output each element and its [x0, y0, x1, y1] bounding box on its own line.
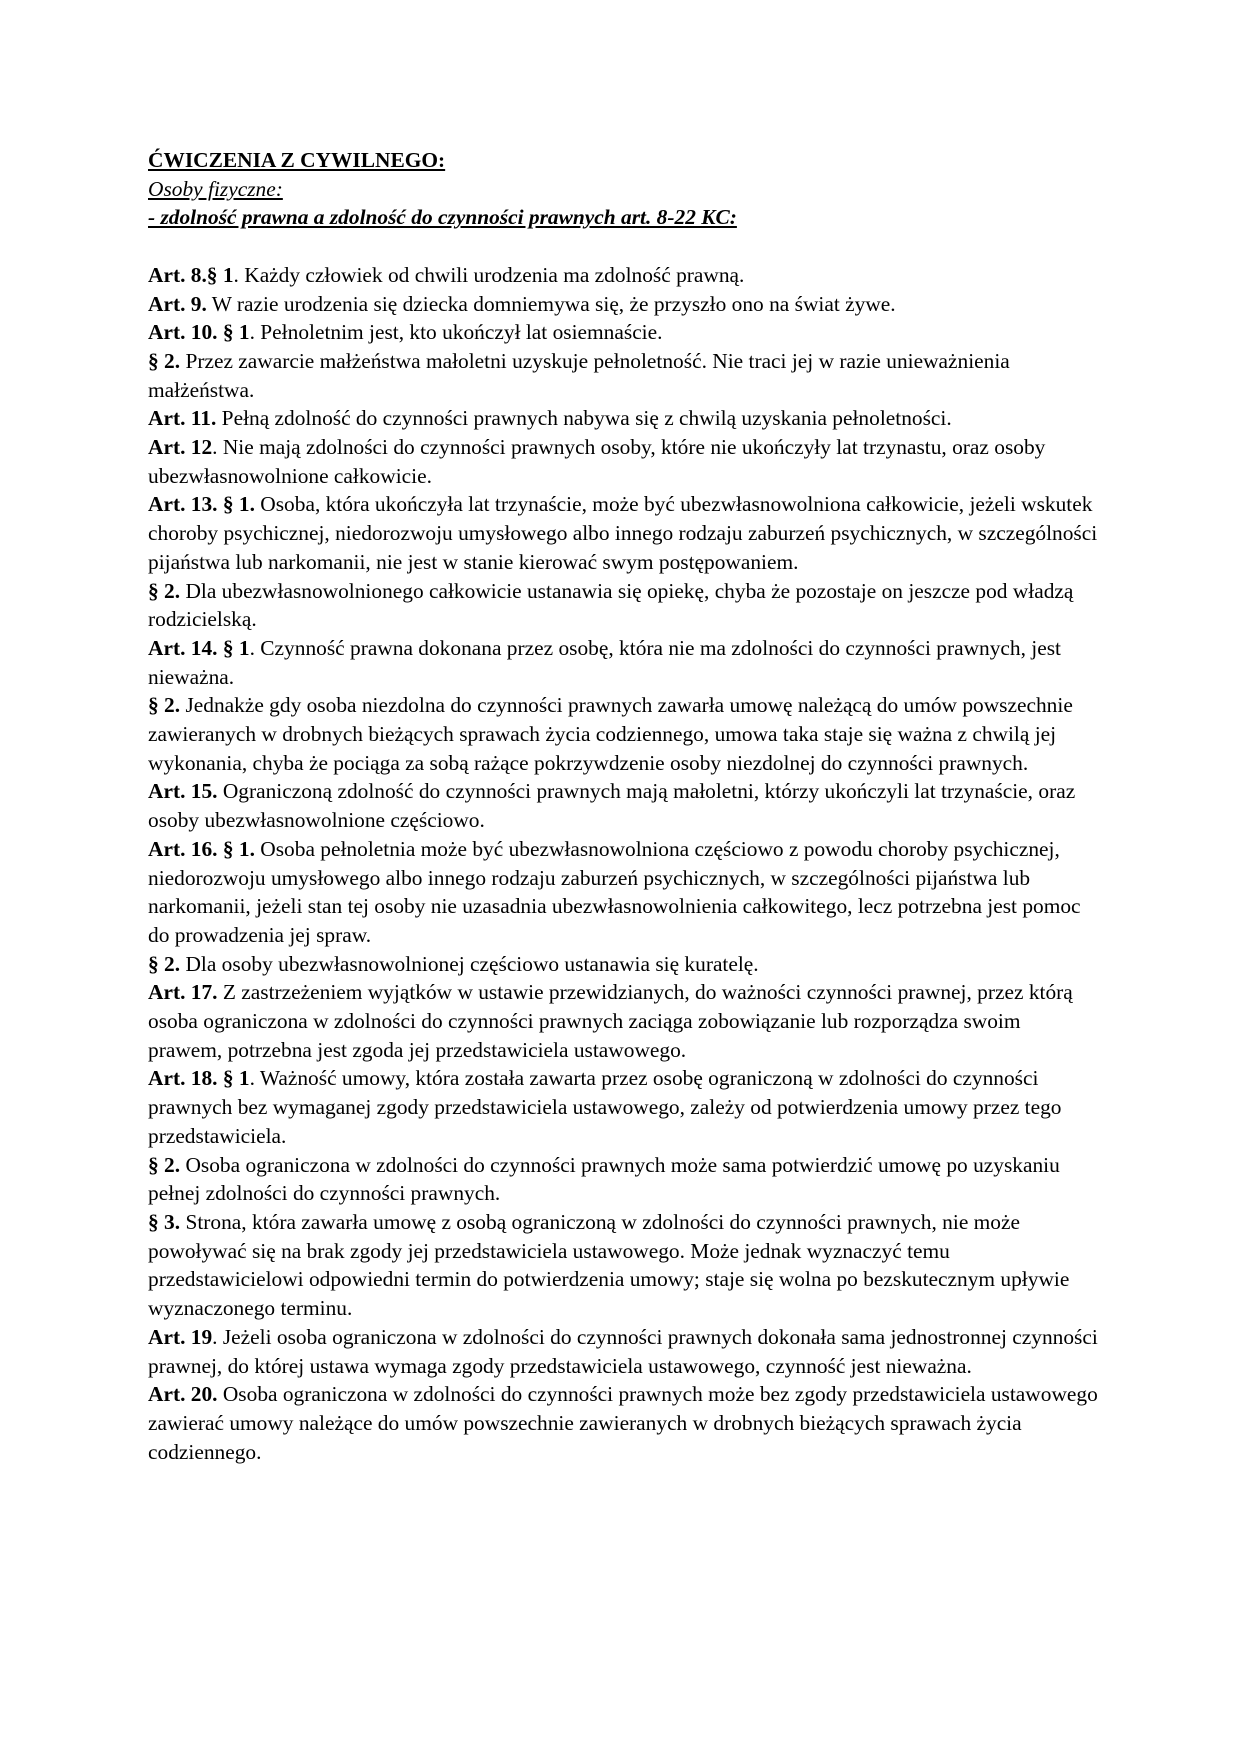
article-paragraph	[148, 577, 1098, 634]
article-paragraph	[148, 978, 1098, 1064]
article-paragraph	[148, 433, 1098, 490]
article-label: Art. 16. § 1.	[148, 836, 255, 861]
article-text: Osoba, która ukończyła lat trzynaście, może być ubezwłasnowolniona całkowicie, jeżeli wskutek choroby psychicznej, niedorozwoju umysłowego albo innego rodzaju zaburzeń psychicznych, w szczególności pijaństwa lub narkomanii, nie jest w stanie kierować swym postępowaniem.	[148, 492, 1098, 574]
article-text: . Ważność umowy, która została zawarta przez osobę ograniczoną w zdolności do czynności prawnych bez wymaganej zgody przedstawiciela ustawowego, zależy od potwierdzenia umowy przez tego przedstawiciela.	[148, 1066, 1062, 1148]
article-paragraph	[148, 835, 1098, 950]
document-subtitle: Osoby fizyczne:	[148, 176, 283, 201]
article-text: Osoba ograniczona w zdolności do czynności prawnych może sama potwierdzić umowę po uzyskaniu pełnej zdolności do czynności prawnych.	[148, 1152, 1060, 1206]
document-page	[148, 146, 1098, 1466]
article-label: Art. 17.	[148, 980, 218, 1005]
article-label: § 2.	[148, 578, 181, 603]
article-text: . Pełnoletnim jest, kto ukończył lat osiemnaście.	[249, 320, 663, 345]
article-text: Dla osoby ubezwłasnowolnionej częściowo ustanawia się kuratelę.	[180, 951, 759, 976]
document-topic: - zdolność prawna a zdolność do czynności prawnych art. 8-22 KC:	[148, 205, 737, 230]
article-paragraph	[148, 318, 1098, 347]
article-paragraph	[148, 950, 1098, 979]
article-paragraph	[148, 1151, 1098, 1208]
article-text: Przez zawarcie małżeństwa małoletni uzyskuje pełnoletność. Nie traci jej w razie unieważnienia małżeństwa.	[148, 348, 1010, 402]
article-text: Pełną zdolność do czynności prawnych nabywa się z chwilą uzyskania pełnoletności.	[216, 406, 952, 431]
article-label: Art. 12	[148, 435, 213, 460]
article-text: . Jeżeli osoba ograniczona w zdolności do czynności prawnych dokonała sama jednostronnej czynności prawnej, do której ustawa wymaga zgody przedstawiciela ustawowego, czynność jest nieważna.	[148, 1324, 1098, 1378]
article-paragraph	[148, 290, 1098, 319]
article-label: Art. 13. § 1.	[148, 492, 255, 517]
article-label: § 2.	[148, 693, 181, 718]
article-label: § 2.	[148, 348, 181, 373]
article-label: § 2.	[148, 1152, 181, 1177]
document-title: ĆWICZENIA Z CYWILNEGO:	[148, 148, 446, 172]
article-text: . Czynność prawna dokonana przez osobę, która nie ma zdolności do czynności prawnych, jest nieważna.	[148, 635, 1061, 689]
article-text: Jednakże gdy osoba niezdolna do czynności prawnych zawarła umowę należącą do umów powszechnie zawieranych w drobnych bieżących sprawach życia codziennego, umowa taka staje się ważna z chwilą jej wykonania, chyba że pociąga za sobą rażące pokrzywdzenie osoby niezdolnej do czynności prawnych.	[148, 693, 1073, 775]
article-label: Art. 19	[148, 1324, 213, 1349]
article-text: . Nie mają zdolności do czynności prawnych osoby, które nie ukończyły lat trzynastu, oraz osoby ubezwłasnowolnione całkowicie.	[148, 435, 1046, 488]
article-label: Art. 8.§ 1	[148, 262, 234, 287]
article-label: Art. 18. § 1	[148, 1066, 250, 1091]
article-label: Art. 14. § 1	[148, 635, 250, 660]
article-paragraph	[148, 1323, 1098, 1380]
article-text: Osoba ograniczona w zdolności do czynności prawnych może bez zgody przedstawiciela ustawowego zawierać umowy należące do umów powszechnie zawieranych w drobnych bieżących sprawach życia codziennego.	[148, 1382, 1098, 1464]
article-label: § 3.	[148, 1210, 181, 1234]
article-paragraph	[148, 261, 1098, 290]
article-text: Z zastrzeżeniem wyjątków w ustawie przewidzianych, do ważności czynności prawnej, przez którą osoba ograniczona w zdolności do czynności prawnych zaciąga zobowiązanie lub rozporządza swoim prawem, potrzebna jest zgoda jej przedstawiciela ustawowego.	[148, 980, 1073, 1062]
article-label: Art. 15.	[148, 779, 218, 804]
article-paragraph	[148, 1380, 1098, 1466]
article-paragraph	[148, 490, 1098, 576]
article-label: Art. 9.	[148, 291, 207, 316]
article-label: § 2.	[148, 951, 181, 976]
blank-line	[148, 232, 1098, 261]
article-text: Osoba pełnoletnia może być ubezwłasnowolniona częściowo z powodu choroby psychicznej, niedorozwoju umysłowego albo innego rodzaju zaburzeń psychicznych, w szczególności pijaństwa lub narkomanii, jeżeli stan tej osoby nie uzasadnia ubezwłasnowolnienia całkowitego, lecz potrzebna jest pomoc do prowadzenia jej spraw.	[148, 836, 1081, 947]
article-label: Art. 20.	[148, 1382, 218, 1407]
article-text: Ograniczoną zdolność do czynności prawnych mają małoletni, którzy ukończyli lat trzynaście, oraz osoby ubezwłasnowolnione częściowo.	[148, 779, 1076, 833]
article-paragraph	[148, 691, 1098, 777]
article-label: Art. 11.	[148, 406, 217, 431]
article-paragraph	[148, 1064, 1098, 1150]
article-paragraph	[148, 1208, 1098, 1323]
article-paragraph	[148, 347, 1098, 404]
article-text: Dla ubezwłasnowolnionego całkowicie ustanawia się opiekę, chyba że pozostaje on jeszcze pod władzą rodzicielską.	[148, 578, 1074, 632]
article-paragraph	[148, 777, 1098, 834]
article-text: Strona, która zawarła umowę z osobą ograniczoną w zdolności do czynności prawnych, nie może powoływać się na brak zgody jej przedstawiciela ustawowego. Może jednak wyznaczyć temu przedstawicielowi odpowiedni termin do potwierdzenia umowy; staje się wolna po bezskutecznym upływie wyznaczonego terminu.	[148, 1210, 1070, 1321]
article-label: Art. 10. § 1	[148, 320, 250, 345]
article-text: . Każdy człowiek od chwili urodzenia ma zdolność prawną.	[233, 262, 745, 287]
article-text: W razie urodzenia się dziecka domniemywa się, że przyszło ono na świat żywe.	[206, 291, 896, 316]
article-paragraph	[148, 404, 1098, 433]
article-paragraph	[148, 634, 1098, 691]
